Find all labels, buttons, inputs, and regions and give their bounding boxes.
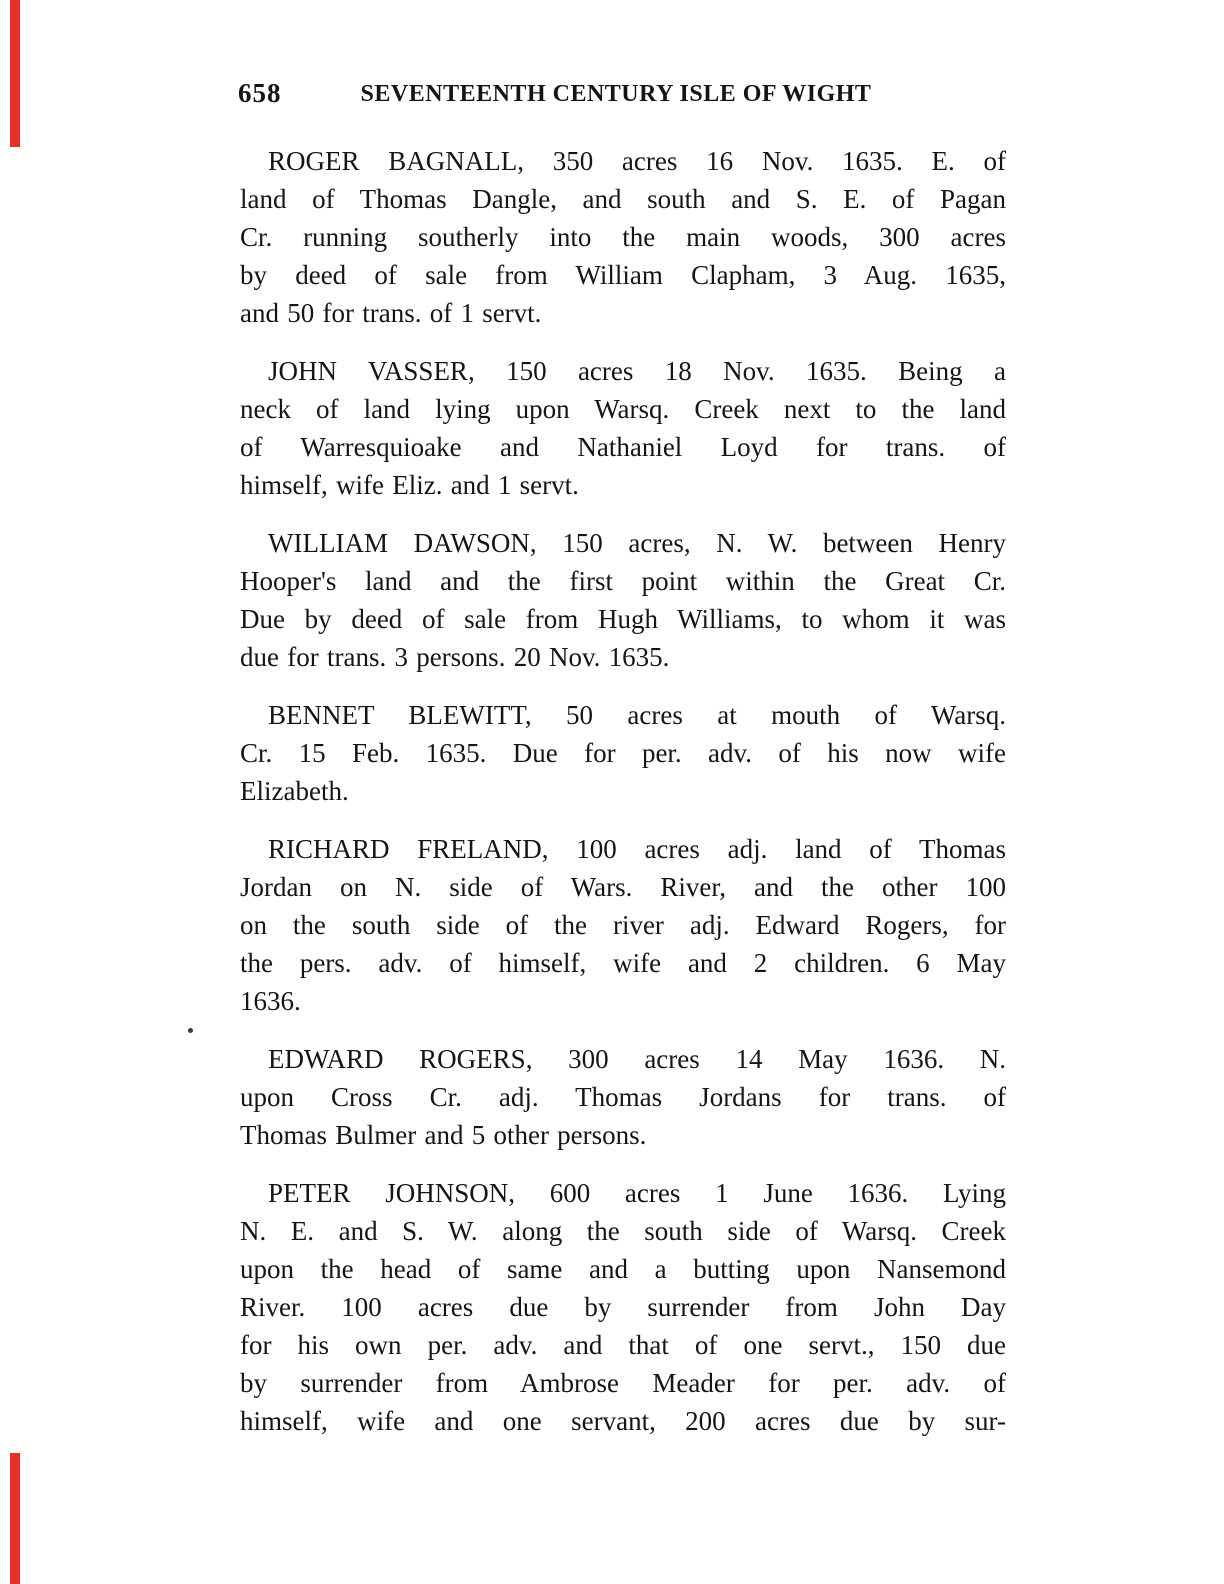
text-line: due for trans. 3 persons. 20 Nov. 1635.	[240, 642, 670, 672]
text-line: ROGER BAGNALL, 350 acres 16 Nov. 1635. E. of	[268, 146, 1006, 176]
paragraph	[240, 1040, 1006, 1154]
text-line: EDWARD ROGERS, 300 acres 14 May 1636. N.	[268, 1044, 1006, 1074]
scan-artifact-red-bar-top	[10, 0, 20, 147]
paragraph	[240, 696, 1006, 810]
page-body	[240, 142, 1006, 1440]
page-number: 658	[238, 78, 282, 108]
text-line: upon Cross Cr. adj. Thomas Jordans for trans. of	[240, 1082, 1006, 1112]
text-line: 1636.	[240, 986, 301, 1016]
text-line: land of Thomas Dangle, and south and S. E. of Pagan	[240, 184, 1006, 214]
text-line: by surrender from Ambrose Meader for per. adv. of	[240, 1368, 1006, 1398]
text-line: Elizabeth.	[240, 776, 349, 806]
text-line: Cr. running southerly into the main woods, 300 acres	[240, 222, 1006, 252]
ink-speck-artifact	[188, 1028, 193, 1033]
running-header-title: SEVENTEENTH CENTURY ISLE OF WIGHT	[360, 81, 872, 107]
scan-artifact-red-bar-bottom	[10, 1453, 20, 1584]
text-line: N. E. and S. W. along the south side of Warsq. Creek	[240, 1216, 1006, 1246]
text-line: Due by deed of sale from Hugh Williams, to whom it was	[240, 604, 1006, 634]
text-line: himself, wife and one servant, 200 acres due by sur-	[240, 1406, 1006, 1436]
running-header	[238, 78, 1006, 110]
text-line: by deed of sale from William Clapham, 3 Aug. 1635,	[240, 260, 1006, 290]
text-line: PETER JOHNSON, 600 acres 1 June 1636. Lying	[268, 1178, 1006, 1208]
paragraph	[240, 1174, 1006, 1440]
text-line: Jordan on N. side of Wars. River, and the other 100	[240, 872, 1006, 902]
paragraph	[240, 830, 1006, 1020]
text-line: the pers. adv. of himself, wife and 2 children. 6 May	[240, 948, 1006, 978]
text-line: JOHN VASSER, 150 acres 18 Nov. 1635. Being a	[268, 356, 1006, 386]
text-line: BENNET BLEWITT, 50 acres at mouth of Warsq.	[268, 700, 1006, 730]
text-line: neck of land lying upon Warsq. Creek next to the land	[240, 394, 1006, 424]
text-line: for his own per. adv. and that of one servt., 150 due	[240, 1330, 1006, 1360]
text-line: upon the head of same and a butting upon Nansemond	[240, 1254, 1006, 1284]
text-line: Cr. 15 Feb. 1635. Due for per. adv. of his now wife	[240, 738, 1006, 768]
text-line: of Warresquioake and Nathaniel Loyd for trans. of	[240, 432, 1006, 462]
text-line: himself, wife Eliz. and 1 servt.	[240, 470, 579, 500]
text-line: RICHARD FRELAND, 100 acres adj. land of Thomas	[268, 834, 1006, 864]
text-line: on the south side of the river adj. Edward Rogers, for	[240, 910, 1006, 940]
text-line: Hooper's land and the first point within the Great Cr.	[240, 566, 1006, 596]
text-line: WILLIAM DAWSON, 150 acres, N. W. between Henry	[268, 528, 1006, 558]
text-line: Thomas Bulmer and 5 other persons.	[240, 1120, 647, 1150]
text-line: River. 100 acres due by surrender from John Day	[240, 1292, 1006, 1322]
paragraph	[240, 524, 1006, 676]
paragraph	[240, 142, 1006, 332]
paragraph	[240, 352, 1006, 504]
text-line: and 50 for trans. of 1 servt.	[240, 298, 542, 328]
